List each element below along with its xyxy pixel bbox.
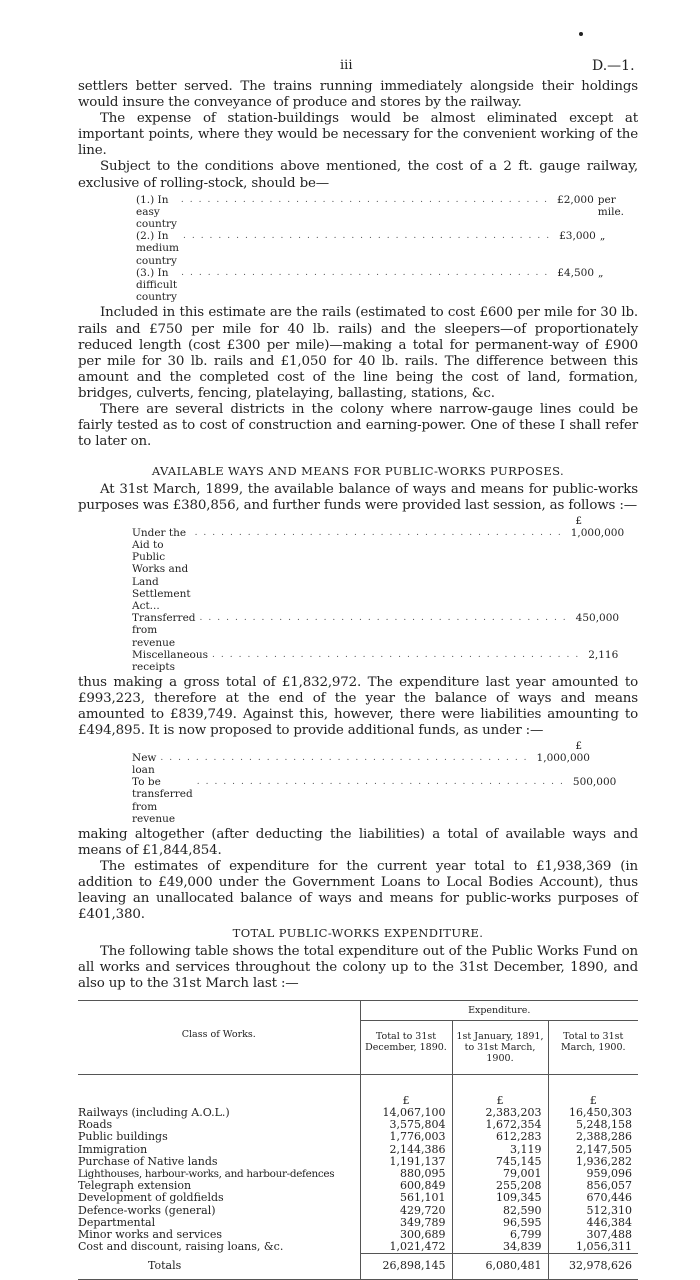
currency-symbol: £: [452, 1074, 548, 1107]
leader-dots: ..........................................: [194, 527, 567, 538]
additional-funds-item: [132, 751, 590, 776]
additional-funds-value: 500,000: [572, 776, 617, 789]
cell-1890: 600,849: [360, 1180, 452, 1192]
paragraph-settlers: settlers better served. The trains running immediately alongside their holdings would insure the conveyance of produce and stores by the railway.: [78, 79, 638, 111]
table-row: [78, 1131, 638, 1143]
cell-period: 3,119: [452, 1144, 548, 1156]
cell-1890: 1,021,472: [360, 1241, 452, 1254]
cell-1900: 959,096: [548, 1168, 638, 1180]
gauge-cost-item: [136, 266, 604, 304]
heading-ways-and-means: AVAILABLE WAYS AND MEANS FOR PUBLIC-WORKS PURPOSES.: [151, 464, 565, 479]
cell-1900: 16,450,303: [548, 1107, 638, 1119]
currency-symbol: £: [575, 739, 582, 752]
row-label: Minor works and services: [78, 1228, 222, 1242]
total-1890: 26,898,145: [360, 1254, 452, 1279]
paragraph-station-buildings: The expense of station-buildings would be almost eliminated except at important points, where they would be necessary for the convenient working of the line.: [78, 111, 638, 159]
currency-symbol: £: [548, 1074, 638, 1107]
cell-period: 612,283: [452, 1131, 548, 1143]
additional-funds-value: 1,000,000: [536, 751, 590, 764]
leader-dots: ..........................................: [182, 231, 556, 242]
cell-1890: 561,101: [360, 1192, 452, 1204]
cell-1890: 2,144,386: [360, 1144, 452, 1156]
cell-1890: 429,720: [360, 1205, 452, 1217]
funds-item: [132, 526, 625, 612]
cell-1890: 880,095: [360, 1168, 452, 1180]
row-label: Cost and discount, raising loans, &c.: [78, 1240, 284, 1254]
cell-1900: 446,384: [548, 1217, 638, 1229]
row-label: Roads: [78, 1118, 113, 1132]
funds-list: [132, 514, 625, 674]
paragraph-gross-total: thus making a gross total of £1,832,972. The expenditure last year amounted to £993,223, therefore at the end of the year the balance of ways and means amounted to £839,749. Against this, however, there were liabilities amounting to £494,895. It is now proposed to provide additional funds, as under :—: [78, 675, 638, 739]
cell-period: 82,590: [452, 1205, 548, 1217]
funds-item: [132, 612, 620, 649]
funds-value: 450,000: [575, 612, 620, 625]
gauge-cost-unit: „: [598, 266, 604, 279]
row-label: Development of goldfields: [78, 1191, 224, 1205]
cell-1890: 349,789: [360, 1217, 452, 1229]
table-row: [78, 1205, 638, 1217]
cell-period: 255,208: [452, 1180, 548, 1192]
funds-label: Under the Aid to Public Works and Land Settlement Act...: [132, 526, 191, 612]
row-label: Departmental: [78, 1215, 156, 1229]
gauge-cost-label: (1.) In easy country: [136, 193, 177, 231]
gauge-cost-value: £2,000: [557, 193, 594, 206]
table-row: [78, 1156, 638, 1168]
row-label: Lighthouses, harbour-works, and harbour-defences: [78, 1168, 335, 1181]
gauge-cost-label: (2.) In medium country: [136, 230, 179, 267]
gauge-cost-value: £4,500: [557, 266, 595, 279]
totals-row: [78, 1254, 638, 1279]
total-1900: 32,978,626: [548, 1254, 638, 1279]
leader-dots: ..........................................: [212, 649, 585, 660]
cell-period: 6,799: [452, 1229, 548, 1241]
table-row: [78, 1192, 638, 1204]
gauge-cost-value: £3,000: [559, 230, 596, 243]
paragraph-gauge-cost: Subject to the conditions above mentioned, the cost of a 2 ft. gauge railway, exclusive of rolling-stock, should be—: [78, 159, 638, 191]
document-reference: D.—1.: [592, 58, 635, 74]
row-label: Purchase of Native lands: [78, 1154, 218, 1168]
cell-period: 96,595: [452, 1217, 548, 1229]
cell-1900: 670,446: [548, 1192, 638, 1204]
gauge-cost-unit: „: [599, 230, 606, 243]
additional-funds-label: To be transferred from revenue: [132, 776, 193, 825]
cell-1890: 300,689: [360, 1229, 452, 1241]
gauge-cost-item: [136, 230, 606, 267]
gauge-cost-label: (3.) In difficult country: [136, 266, 178, 304]
total-period: 6,080,481: [452, 1254, 548, 1279]
expenditure-header: Expenditure.: [360, 1000, 638, 1020]
gauge-cost-list: [136, 193, 625, 304]
cell-1900: 2,147,505: [548, 1144, 638, 1156]
col-header-1900: Total to 31st March, 1900.: [548, 1020, 638, 1074]
cell-1900: 5,248,158: [548, 1119, 638, 1131]
col-header-1890: Total to 31st December, 1890.: [360, 1020, 452, 1074]
currency-row: [78, 1074, 638, 1107]
row-label: Public buildings: [78, 1130, 168, 1144]
gauge-cost-unit: per mile.: [597, 193, 625, 218]
cell-1900: 307,488: [548, 1229, 638, 1241]
cell-period: 79,001: [452, 1168, 548, 1180]
cell-period: 745,145: [452, 1156, 548, 1168]
cell-period: 1,672,354: [452, 1119, 548, 1131]
col-header-period: 1st January, 1891, to 31st March, 1900.: [452, 1020, 548, 1074]
heading-total-expenditure: TOTAL PUBLIC-WORKS EXPENDITURE.: [232, 925, 484, 940]
cell-1890: 1,191,137: [360, 1156, 452, 1168]
cell-period: 34,839: [452, 1241, 548, 1254]
cell-1900: 1,936,282: [548, 1156, 638, 1168]
paragraph-altogether: making altogether (after deducting the liabilities) a total of available ways and means of £1,844,854.: [78, 826, 638, 859]
additional-funds-label: New loan: [132, 751, 157, 776]
leader-dots: ..........................................: [160, 752, 533, 763]
table-row: [78, 1144, 638, 1156]
class-of-works-header: Class of Works.: [78, 1000, 360, 1074]
paragraph-following-table: The following table shows the total expenditure out of the Public Works Fund on all works and services throughout the colony up to the 31st December, 1890, and also up to the 31st March last :—: [78, 943, 638, 991]
paragraph-balance: At 31st March, 1899, the available balance of ways and means for public-works purposes was £380,856, and further funds were provided last session, as follows :—: [78, 482, 638, 514]
cell-1890: 1,776,003: [360, 1131, 452, 1143]
paragraph-estimates: The estimates of expenditure for the current year total to £1,938,369 (in addition to £49,000 under the Government Loans to Local Bodies Account), thus leaving an unallocated balance of ways and means for public-works purposes of £401,380.: [78, 859, 638, 923]
additional-funds-list: [132, 739, 617, 825]
currency-symbol: £: [360, 1074, 452, 1107]
expenditure-table: [78, 1000, 638, 1280]
row-label: Immigration: [78, 1142, 148, 1156]
leader-dots: ..........................................: [181, 267, 554, 278]
cell-1900: 856,057: [548, 1180, 638, 1192]
paragraph-districts: There are several districts in the colony where narrow-gauge lines could be fairly tested as to cost of construction and earning-power. One of these I shall refer to later on.: [78, 402, 638, 450]
paragraph-estimate: Included in this estimate are the rails (estimated to cost £600 per mile for 30 lb. rails and £750 per mile for 40 lb. rails) and the sleepers—of proportionately reduced length (cost £300 per mile)—making a total for permanent-way of £900 per mile for 30 lb. rails and £1,050 for 40 lb. rails. The difference between this amount and the completed cost of the line being the cost of land, formation, bridges, culverts, fencing, platelaying, ballasting, stations, &c.: [78, 305, 638, 401]
cell-period: 109,345: [452, 1192, 548, 1204]
row-label: Railways (including A.O.L.): [78, 1106, 230, 1119]
leader-dots: ..........................................: [199, 613, 572, 624]
cell-1900: 1,056,311: [548, 1241, 638, 1254]
row-label: Telegraph extension: [78, 1179, 192, 1193]
leader-dots: ..........................................: [180, 194, 554, 205]
leader-dots: ..........................................: [196, 777, 569, 788]
cell-1890: 14,067,100: [360, 1107, 452, 1119]
gauge-cost-item: [136, 193, 625, 231]
funds-label: Miscellaneous receipts: [132, 648, 209, 673]
funds-label: Transferred from revenue: [132, 612, 196, 649]
ink-dot: [579, 32, 583, 36]
additional-funds-item: [132, 776, 617, 825]
table-row: [78, 1241, 638, 1254]
cell-1900: 2,388,286: [548, 1131, 638, 1143]
cell-1900: 512,310: [548, 1205, 638, 1217]
funds-value: 1,000,000: [570, 526, 625, 539]
cell-period: 2,383,203: [452, 1107, 548, 1119]
funds-item: [132, 648, 619, 673]
page-number: iii: [340, 58, 353, 73]
currency-symbol: £: [575, 514, 582, 527]
funds-value: 2,116: [588, 648, 619, 661]
table-header-row: [78, 1000, 638, 1020]
cell-1890: 3,575,804: [360, 1119, 452, 1131]
table-row: [78, 1107, 638, 1119]
row-label: Defence-works (general): [78, 1203, 216, 1217]
totals-label: Totals: [78, 1254, 360, 1279]
